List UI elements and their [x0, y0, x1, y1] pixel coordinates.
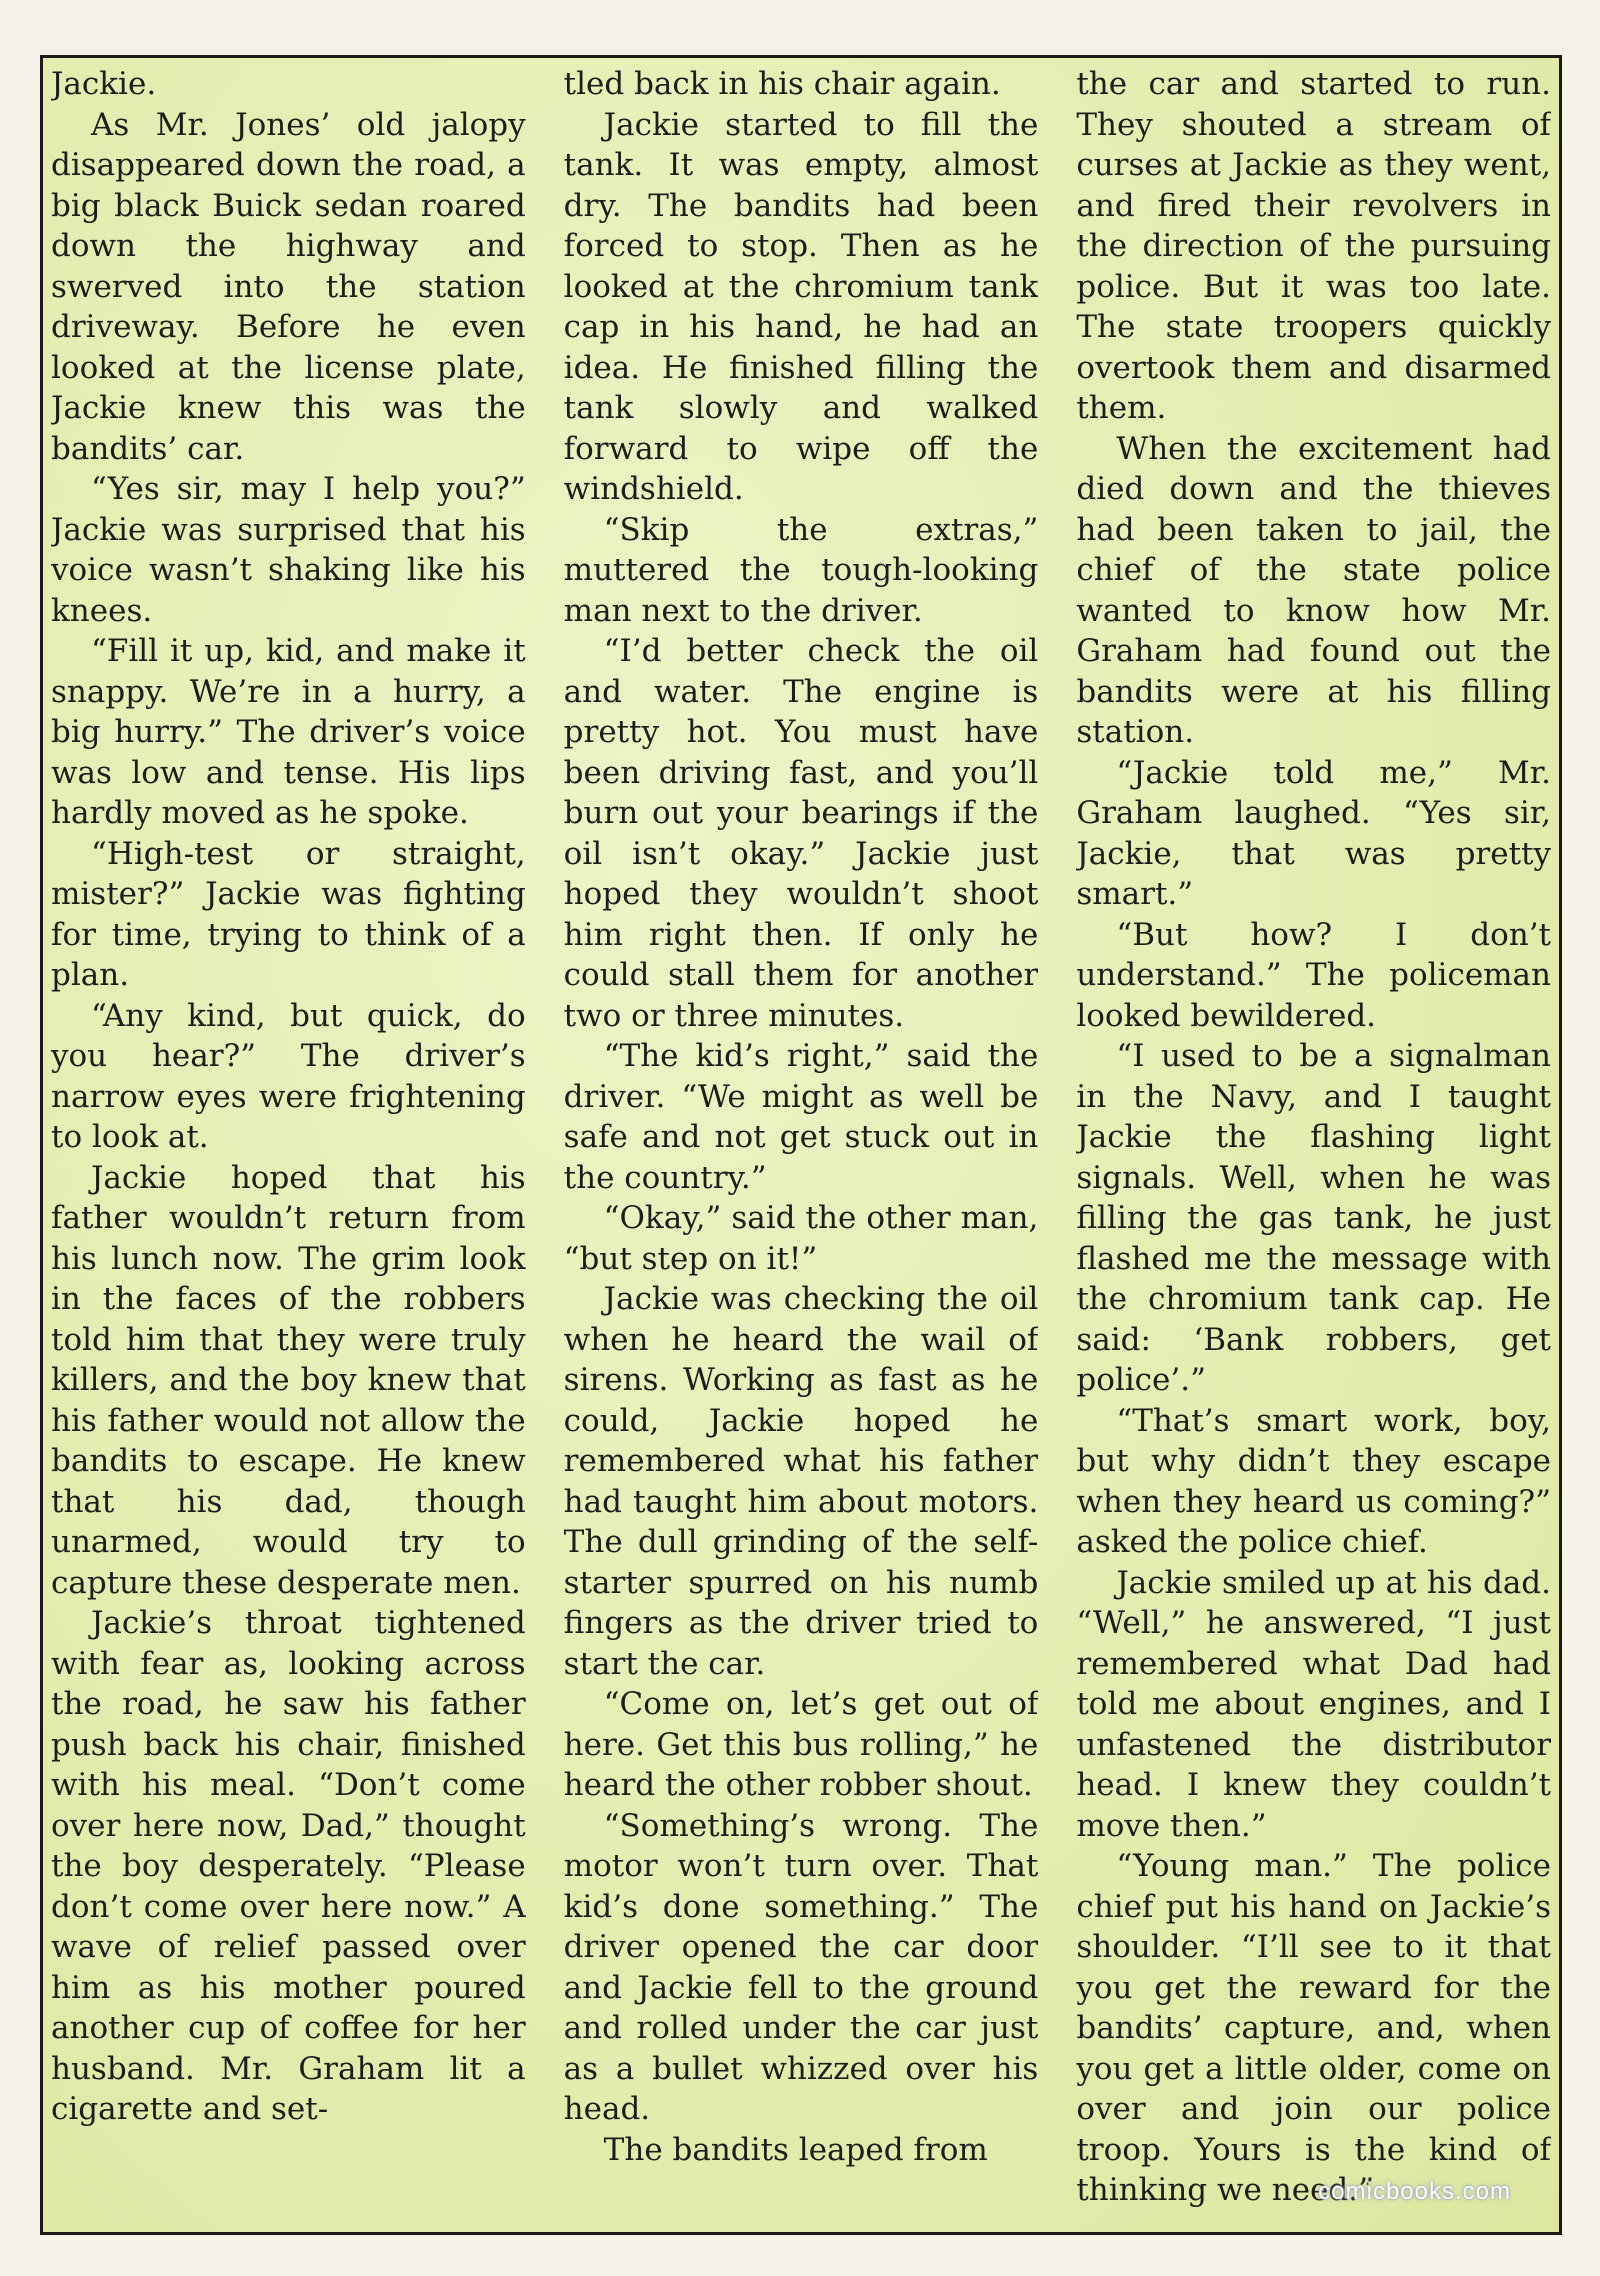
story-paragraph: the car and started to run. They shouted a stream of curses at Jackie as they went, and fired their revolvers in the direction of the pursuing police. But it was too late. The state troopers quickly overtook them and disarmed them.	[1076, 66, 1552, 426]
story-text-panel	[40, 55, 1562, 2235]
story-paragraph: “I’d better check the oil and water. The engine is pretty hot. You must have been driving fast, and you’ll burn out your bearings if the oil isn’t okay.” Jackie just hoped they wouldn’t shoot him right then. If only he could stall them for another two or three minutes.	[563, 633, 1039, 1034]
story-paragraph: “The kid’s right,” said the driver. “We might as well be safe and not get stuck out in the country.”	[563, 1038, 1039, 1196]
story-paragraph: Jackie.	[51, 66, 157, 102]
text-column-2	[564, 64, 1039, 2226]
story-paragraph: “Jackie told me,” Mr. Graham laughed. “Yes sir, Jackie, that was pretty smart.”	[1076, 754, 1552, 912]
story-paragraph: “Okay,” said the other man, “but step on it!”	[563, 1200, 1039, 1277]
story-paragraph: “Come on, let’s get out of here. Get this bus rolling,” he heard the other robber shout.	[563, 1686, 1039, 1803]
story-paragraph: “But how? I don’t understand.” The policeman looked bewildered.	[1076, 916, 1552, 1034]
story-paragraph: “Fill it up, kid, and make it snappy. We’re in a hurry, a big hurry.” The driver’s voice was low and tense. His lips hardly moved as he spoke.	[51, 633, 526, 831]
story-paragraph: As Mr. Jones’ old jalopy disappeared down the road, a big black Buick sedan roared down the highway and swerved into the station driveway. Before he even looked at the license plate, Jackie knew this was the bandits’ car.	[51, 106, 526, 467]
text-column-3	[1076, 64, 1551, 2226]
story-paragraph: The bandits leaped from	[603, 2131, 988, 2168]
story-paragraph: “That’s smart work, boy, but why didn’t they escape when they heard us coming?” asked the police chief.	[1076, 1402, 1552, 1560]
text-columns	[51, 64, 1551, 2226]
site-watermark: comicbooks.com	[1318, 2178, 1511, 2205]
story-paragraph: “Something’s wrong. The motor won’t turn over. That kid’s done something.” The driver opened the car door and Jackie fell to the ground and rolled under the car just as a bullet whizzed over his head.	[563, 1807, 1039, 2127]
story-paragraph: Jackie hoped that his father wouldn’t return from his lunch now. The grim look in the faces of the robbers told him that they were truly killers, and the boy knew that his father would not allow the bandits to escape. He knew that his dad, though unarmed, would try to capture these desperate men.	[51, 1159, 526, 1601]
story-paragraph: “High-test or straight, mister?” Jackie was fighting for time, trying to think of a plan.	[51, 835, 526, 993]
story-paragraph: Jackie started to fill the tank. It was empty, almost dry. The bandits had been forced to stop. Then as he looked at the chromium tank cap in his hand, he had an idea. He finished filling the tank slowly and walked forward to wipe off the windshield.	[563, 106, 1039, 507]
story-paragraph: “Young man.” The police chief put his hand on Jackie’s shoulder. “I’ll see to it that you get the reward for the bandits’ capture, and, when you get a little older, come on over and join our police troop. Yours is the kind of thinking we need.”	[1076, 1848, 1552, 2208]
story-paragraph: Jackie was checking the oil when he heard the wail of sirens. Working as fast as he could, Jackie hoped he remembered what his father had taught him about motors. The dull grinding of the self-starter spurred on his numb fingers as the driver tried to start the car.	[563, 1281, 1039, 1682]
story-paragraph: “I used to be a signalman in the Navy, and I taught Jackie the flashing light signals. Well, when he was filling the gas tank, he just flashed me the message with the chromium tank cap. He said: ‘Bank robbers, get police’.”	[1076, 1038, 1552, 1398]
story-paragraph: “Yes sir, may I help you?” Jackie was surprised that his voice wasn’t shaking like his knees.	[51, 471, 526, 629]
story-paragraph: “Skip the extras,” muttered the tough-looking man next to the driver.	[563, 511, 1039, 629]
text-column-1	[51, 64, 526, 2226]
story-paragraph: When the excitement had died down and the thieves had been taken to jail, the chief of the state police wanted to know how Mr. Graham had found out the bandits were at his filling station.	[1076, 430, 1552, 750]
story-paragraph: tled back in his chair again.	[563, 66, 1001, 102]
story-paragraph: Jackie’s throat tightened with fear as, looking across the road, he saw his father push back his chair, finished with his meal. “Don’t come over here now, Dad,” thought the boy desperately. “Please don’t come over here now.” A wave of relief passed over him as his mother poured another cup of coffee for her husband. Mr. Graham lit a cigarette and set-	[51, 1605, 526, 2127]
story-paragraph: Jackie smiled up at his dad. “Well,” he answered, “I just remembered what Dad had told me about engines, and I unfastened the distributor head. I knew they couldn’t move then.”	[1076, 1564, 1552, 1844]
story-paragraph: “Any kind, but quick, do you hear?” The driver’s narrow eyes were frightening to look at.	[51, 997, 526, 1155]
